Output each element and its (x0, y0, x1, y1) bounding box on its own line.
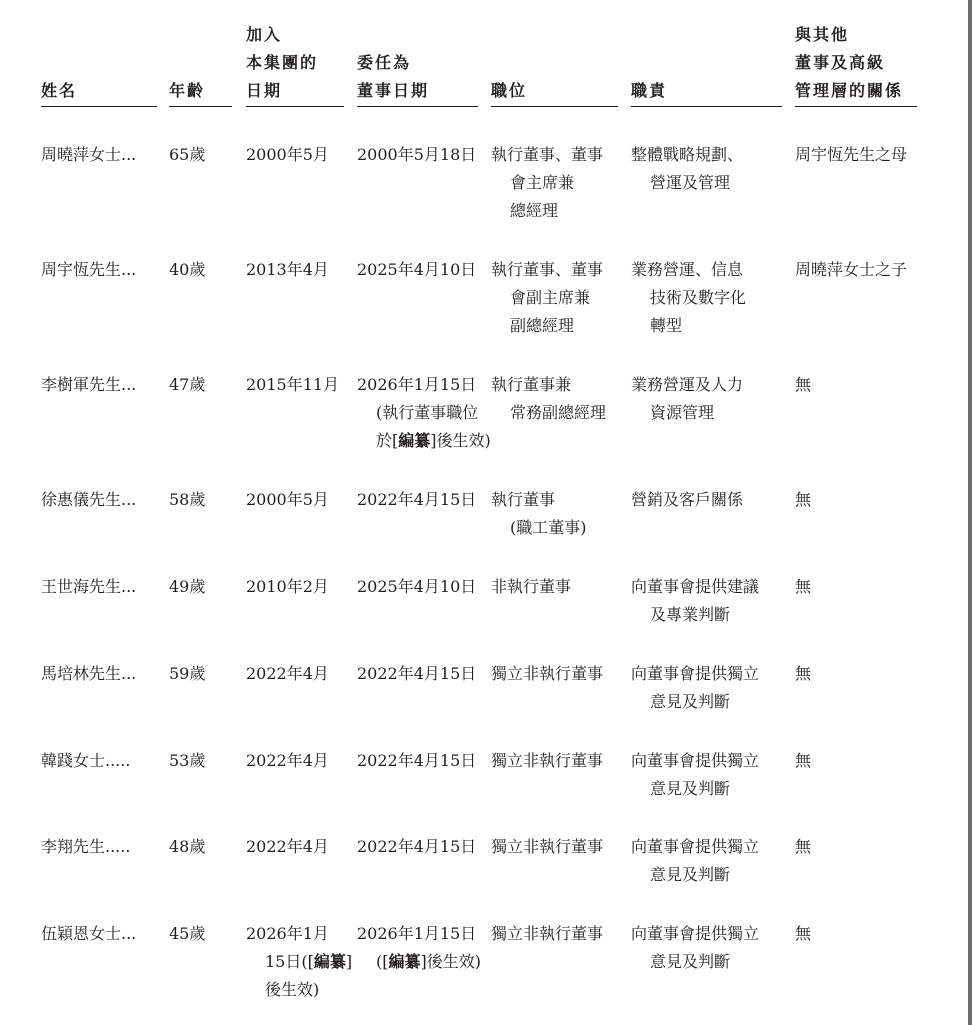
cell-line: 2022年4月15日 (357, 837, 477, 856)
cell-line (357, 948, 481, 976)
text-segment: 2026年1月15日 (357, 375, 477, 394)
cell-duties (631, 141, 743, 197)
cell-line: 2022年4月15日 (357, 751, 477, 770)
header-appointment-date (357, 49, 478, 107)
cell-line: 獨立非執行董事 (491, 837, 604, 856)
header-line: 董事及高級 (795, 53, 886, 72)
cell-line (357, 427, 491, 455)
cell-line: 2022年4月15日 (357, 490, 477, 509)
redacted-marker: 編纂 (313, 952, 346, 971)
header-line: 董事日期 (357, 81, 430, 100)
cell-line: 意見及判斷 (650, 865, 731, 884)
cell-line: 會主席兼 (510, 173, 575, 192)
cell-line (357, 399, 491, 427)
cell-name: 周宇恆先生... (41, 260, 137, 279)
text-segment: ]後生效) (430, 431, 491, 450)
cell-duties (631, 660, 759, 716)
cell-relationship: 無 (795, 577, 812, 596)
cell-line (246, 948, 352, 976)
cell-age: 53歲 (169, 751, 206, 770)
cell-join-date (246, 573, 329, 601)
cell-line: 執行董事、董事 (491, 145, 604, 164)
cell-appointment-date (357, 486, 476, 514)
cell-duties (631, 833, 759, 889)
header-line: 日期 (246, 81, 283, 100)
cell-line: 獨立非執行董事 (491, 751, 604, 770)
cell-name: 馬培林先生... (41, 664, 137, 683)
header-line: 本集團的 (246, 53, 319, 72)
cell-position (491, 256, 603, 340)
cell-duties (631, 371, 743, 427)
cell-line: 會副主席兼 (510, 288, 591, 307)
cell-relationship: 周宇恆先生之母 (795, 145, 908, 164)
header-duties (631, 77, 782, 107)
cell-age: 58歲 (169, 490, 206, 509)
cell-line: 意見及判斷 (650, 779, 731, 798)
cell-line (246, 976, 352, 1004)
redacted-marker: 編纂 (388, 952, 421, 971)
cell-line: 2022年4月15日 (357, 664, 477, 683)
cell-line: 副總經理 (510, 316, 575, 335)
cell-line: 意見及判斷 (650, 692, 731, 711)
cell-duties (631, 573, 759, 629)
cell-line: 業務營運及人力 (631, 375, 744, 394)
cell-line (357, 371, 491, 399)
text-segment: 於[ (376, 431, 399, 450)
cell-line: 2013年4月 (246, 260, 329, 279)
cell-join-date (246, 256, 329, 284)
header-line: 職位 (491, 81, 528, 100)
header-join-date (246, 21, 344, 107)
cell-position (491, 920, 603, 948)
cell-position (491, 660, 603, 688)
cell-line: 整體戰略規劃、 (631, 145, 744, 164)
cell-line: 執行董事 (491, 490, 556, 509)
cell-line (246, 920, 352, 948)
cell-line: 營銷及客戶關係 (631, 490, 744, 509)
header-line: 與其他 (795, 25, 850, 44)
cell-relationship: 無 (795, 664, 812, 683)
text-segment: 2026年1月15日 (357, 924, 477, 943)
cell-age: 48歲 (169, 837, 206, 856)
cell-line: 2000年5月18日 (357, 145, 477, 164)
header-relationship (795, 21, 917, 107)
cell-line: 營運及管理 (650, 173, 731, 192)
cell-name: 周曉萍女士... (41, 145, 137, 164)
cell-name: 伍穎恩女士... (41, 924, 137, 943)
cell-appointment-date (357, 747, 476, 775)
cell-line (357, 920, 481, 948)
cell-appointment-date (357, 141, 476, 169)
cell-join-date (246, 371, 339, 399)
cell-line: 2010年2月 (246, 577, 329, 596)
cell-line: 2015年11月 (246, 375, 340, 394)
header-position (491, 77, 618, 107)
cell-relationship: 無 (795, 924, 812, 943)
header-line: 職責 (631, 81, 668, 100)
text-segment: 15日([ (265, 952, 314, 971)
cell-duties (631, 747, 759, 803)
cell-line: 及專業判斷 (650, 605, 731, 624)
cell-join-date (246, 920, 352, 1004)
text-segment: ([ (376, 952, 389, 971)
cell-name: 李樹軍先生... (41, 375, 137, 394)
cell-position (491, 141, 603, 225)
cell-name: 韓踐女士..... (41, 751, 131, 770)
cell-position (491, 833, 603, 861)
header-name (41, 77, 157, 107)
cell-line: 向董事會提供建議 (631, 577, 760, 596)
cell-position (491, 371, 606, 427)
cell-line: 獨立非執行董事 (491, 924, 604, 943)
cell-appointment-date (357, 833, 476, 861)
cell-line: 資源管理 (650, 403, 715, 422)
cell-age: 45歲 (169, 924, 206, 943)
cell-name: 王世海先生... (41, 577, 137, 596)
cell-line: 執行董事、董事 (491, 260, 604, 279)
header-line: 姓名 (41, 81, 78, 100)
cell-relationship: 周曉萍女士之子 (795, 260, 908, 279)
cell-line: 技術及數字化 (650, 288, 747, 307)
cell-appointment-date (357, 256, 476, 284)
cell-line: 獨立非執行董事 (491, 664, 604, 683)
cell-name: 李翔先生..... (41, 837, 131, 856)
header-line: 年齡 (169, 81, 206, 100)
text-segment: (執行董事職位 (376, 403, 479, 422)
cell-line: 總經理 (510, 201, 559, 220)
cell-position (491, 573, 571, 601)
text-segment: 後生效) (265, 980, 320, 999)
cell-join-date (246, 486, 329, 514)
header-line: 加入 (246, 25, 283, 44)
cell-line: 2025年4月10日 (357, 577, 477, 596)
cell-line: 向董事會提供獨立 (631, 837, 760, 856)
cell-age: 49歲 (169, 577, 206, 596)
header-age (169, 77, 232, 107)
cell-join-date (246, 833, 329, 861)
text-segment: 2026年1月 (246, 924, 329, 943)
redacted-marker: 編纂 (398, 431, 431, 450)
cell-line: 2022年4月 (246, 837, 329, 856)
cell-line: 2022年4月 (246, 751, 329, 770)
cell-join-date (246, 660, 329, 688)
cell-line: 業務營運、信息 (631, 260, 744, 279)
cell-line: 向董事會提供獨立 (631, 751, 760, 770)
cell-appointment-date (357, 660, 476, 688)
cell-line: 向董事會提供獨立 (631, 924, 760, 943)
cell-line: 向董事會提供獨立 (631, 664, 760, 683)
cell-age: 65歲 (169, 145, 206, 164)
cell-appointment-date (357, 573, 476, 601)
cell-age: 40歲 (169, 260, 206, 279)
cell-line: 執行董事兼 (491, 375, 572, 394)
cell-relationship: 無 (795, 837, 812, 856)
cell-appointment-date (357, 920, 481, 976)
cell-relationship: 無 (795, 375, 812, 394)
cell-position (491, 747, 603, 775)
header-line: 委任為 (357, 53, 412, 72)
cell-line: 2000年5月 (246, 145, 329, 164)
cell-relationship: 無 (795, 490, 812, 509)
cell-duties (631, 486, 743, 514)
page-edge-shadow (968, 0, 972, 1025)
cell-line: 轉型 (650, 316, 683, 335)
cell-line: 2000年5月 (246, 490, 329, 509)
cell-line: 2022年4月 (246, 664, 329, 683)
cell-line: 2025年4月10日 (357, 260, 477, 279)
cell-appointment-date (357, 371, 491, 455)
cell-line: 常務副總經理 (510, 403, 607, 422)
cell-line: 非執行董事 (491, 577, 572, 596)
cell-name: 徐惠儀先生... (41, 490, 137, 509)
cell-join-date (246, 747, 329, 775)
cell-age: 59歲 (169, 664, 206, 683)
text-segment: ] (345, 952, 353, 971)
text-segment: ]後生效) (420, 952, 481, 971)
cell-age: 47歲 (169, 375, 206, 394)
cell-line: (職工董事) (510, 518, 587, 537)
header-line: 管理層的關係 (795, 81, 904, 100)
cell-line: 意見及判斷 (650, 952, 731, 971)
cell-join-date (246, 141, 329, 169)
cell-duties (631, 256, 746, 340)
cell-position (491, 486, 587, 542)
cell-duties (631, 920, 759, 976)
cell-relationship: 無 (795, 751, 812, 770)
